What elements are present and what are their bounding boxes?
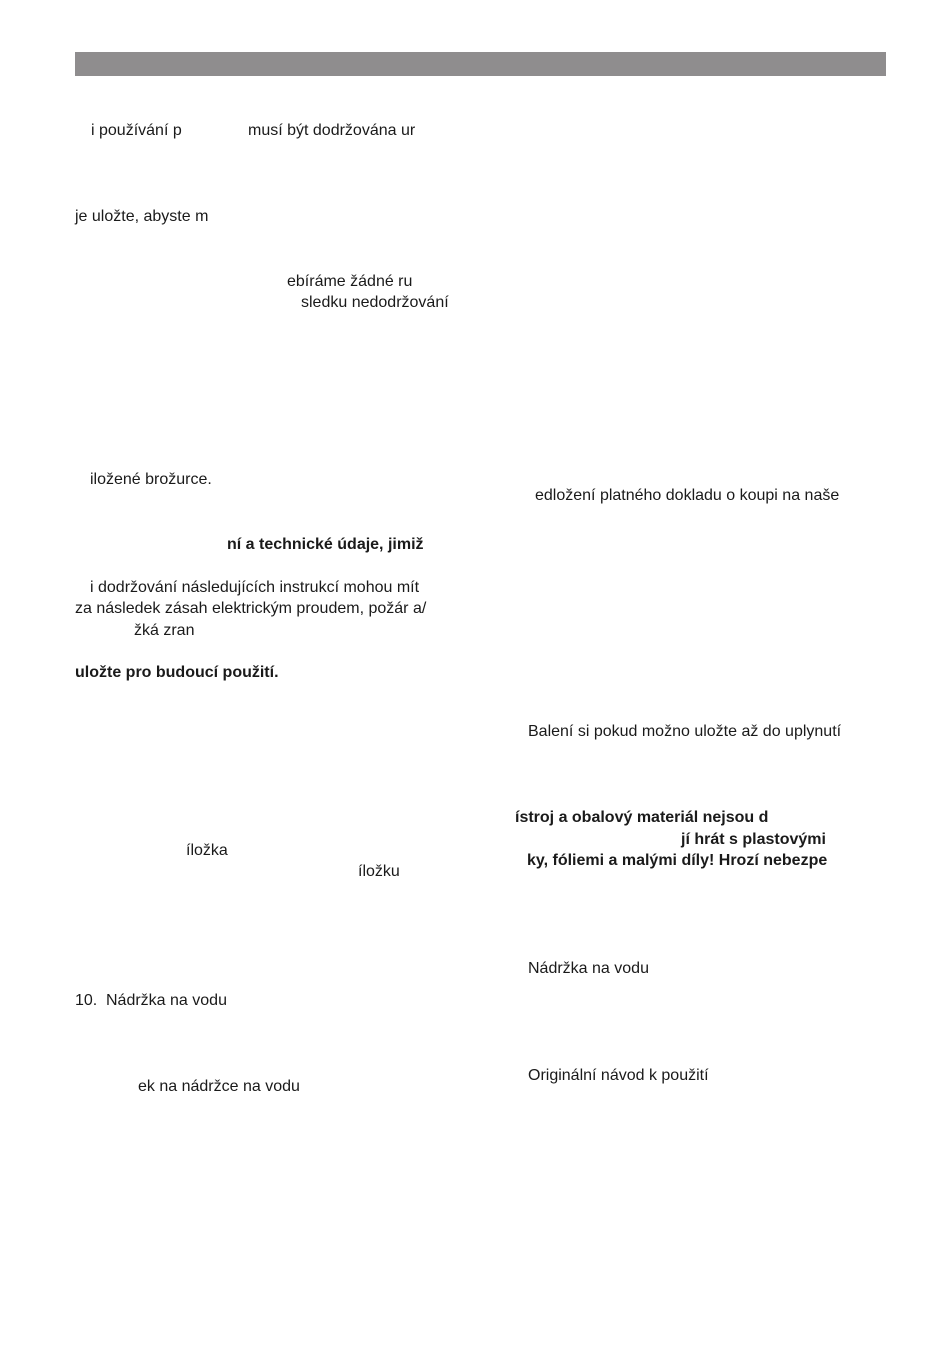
text-line: i dodržování následujících instrukcí mohou mít <box>90 579 420 596</box>
text-line: íložku <box>358 863 400 880</box>
text-line-bold: ístroj a obalový materiál nejsou d <box>515 809 769 826</box>
list-number: 10. <box>75 992 98 1009</box>
text-line-bold: ky, fóliemi a malými díly! Hrozí nebezpe <box>527 852 828 869</box>
text-line: i používání p <box>91 122 182 139</box>
text-line: edložení platného dokladu o koupi na naše <box>535 487 840 504</box>
text-line-bold: ní a technické údaje, jimiž <box>227 536 424 553</box>
text-line: za následek zásah elektrickým proudem, požár a/ <box>75 600 427 617</box>
text-line-bold: jí hrát s plastovými <box>681 831 826 848</box>
text-line: Nádržka na vodu <box>106 992 227 1009</box>
text-line: Nádržka na vodu <box>528 960 649 977</box>
text-line: ek na nádržce na vodu <box>138 1078 300 1095</box>
text-line: žká zran <box>134 622 195 639</box>
text-line: Balení si pokud možno uložte až do uplynutí <box>528 723 842 740</box>
text-line: musí být dodržována ur <box>248 122 416 139</box>
text-line: sledku nedodržování <box>301 294 449 311</box>
text-line-bold: uložte pro budoucí použití. <box>75 664 279 681</box>
text-line: je uložte, abyste m <box>75 208 209 225</box>
text-line: Originální návod k použití <box>528 1067 709 1084</box>
text-line: íložka <box>186 842 228 859</box>
text-line: iložené brožurce. <box>90 471 212 488</box>
header-bar <box>75 52 886 76</box>
text-line: ebíráme žádné ru <box>287 273 413 290</box>
